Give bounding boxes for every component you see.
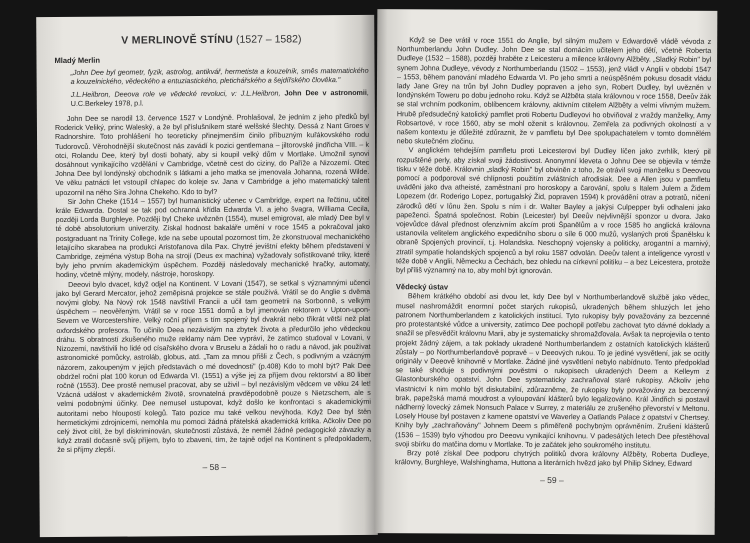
paragraph: Brzy poté získal Dee podporu chytrých politiků dvora královny Alžběty, Roberta Dudleye, královny, Burghleye, Walshinghama, Huttona a literárních hvězd jako byl Philip Sidney, Edward xyxy=(394,448,710,468)
epigraph-citation xyxy=(71,87,369,107)
section-heading: Vědecký ústav xyxy=(395,282,449,292)
chapter-title-text: V MERLINOVĚ STÍNU xyxy=(121,33,234,47)
page-number: – 58 – xyxy=(202,461,227,472)
citation-suffix: , U.C.Berkeley 1978, p.l. xyxy=(70,87,369,108)
paragraph: V anglickém tehdejším pamfletu proti Leicesterovi byl Dudley líčen jako zvrhlík, který pil rozpuštěné perly, aby získal svoji žádostivost. Anonymní kleveta o Johnu Dee se objevila v témže tisku v téže době. Královnin „sladký Robin" byl obviněn z toho, že otrávil svoji manželku s Deeovou pomocí a podporoval své chlípnosti použitím zvláštních afrodisiak. Dee a Allen jsou v pamfletu uváděni jako dva atheisté, zaměstnaní pro horoskopy a čarování, spolu s Italem Julem a Židem Lopezem (dr. Roderigo Lopez, portugalský Žid, popraven 1594) k provádění otrav a potratů, ničení zárodků dětí v lůnu žen. Spolu s ním i dr. Walter Bayley a jakýsi Culpepper byli odhaleni jako papeženci. Špatná společnost. Robin (Leicester) byl Deeův nejvlivnější sponzor u dvora. Jako vojevůdce dával přednost ofenzivním akcím proti Španělům a v roce 1585 ho anglická královna ustanovila velitelem anglického expedičního sboru o síle 6 000 mužů, vyslaných proti Španělsku k obraně Spojených provincií, t.j. Holandska. Neschopný vojensky a politicky, arogantní a marnivý, ztratil sympatie holandských spojenců a byl roku 1587 odvolán. Deeův talent a inteligence vyrostl v téže době v Anglii, Německu a Čechách, bez ohledu na církevní politiku – a bez Leicestera, protože byl příliš významný na to, aby mohl být ignorován. xyxy=(395,145,711,276)
right-page xyxy=(375,9,718,535)
chapter-years: (1527 – 1582) xyxy=(235,33,302,46)
paragraph: John Dee se narodil 13. července 1527 v Londýně. Prohlašoval, že jedním z jeho předků byl Roderick Veliký, princ Waleský, a že byl příslušníkem staré welšské šlechty. Dessá z Nant Groes v Radnorshire. Toto prohlášení ho teoreticky přinejmenším činilo příbuzným kuřákovského rodu Tudorovců. Věrohodnější skutečnost nás zavádí k pozici gentlemana – jiltorovské jindřicha VIII. – k otci, Rolandu Dee, který byl dosti bohatý, aby si koupil velký dům v Mortlake. Umožnil synovi dosáhnout vynikajícího vzdělání v Cambridge, včetně cest do ciziny, do Paříže a Nizozemí. Otec Johna Dee byl londýnský obchodník s látkami a jeho matka se jmenovala Johanna, rozená Wilde. Ve věku patnácti let vstoupil chlapec do koleje sv. Jana v Cambridge a jeho matematický talent upozornil na něho Sira Johna Chekeho. Kdo to byl? xyxy=(54,111,370,197)
page-number: – 59 – xyxy=(540,475,564,486)
left-page xyxy=(36,15,378,537)
paragraph: Sir John Cheke (1514 – 1557) byl humanistický učenec v Cambridge, expert na řečtinu, učitel krále Edwarda. Dostal se tak pod ochranná křídla Edwarda VI. a jeho švagra, Williama Cecila, později Lorda Burghleye. Později byl Cheke uvězněn (1554), musel emigrovat, ale mladý Dee byl v té době absolutorium univerzity. Získal hodnost bakaláře umění v roce 1545 a pokračoval jako postgraduant na Trinity College, kde na sebe upoutal pozornost tím, že zkonstruoval mechanického letajícího skarabea na produkci Aristofanova díla Pax. Chytré jevištní efekty během představení v Cambridge, zejména výstup Boha na strojí (Deus ex machina) vyžadovaly sofistikované triky, které byly jeho prvním akademickým úspěchem. Později následovaly mechanické hračky, automaty, hodiny, včetně mlýny, modely, nástroje, horoskopy. xyxy=(55,194,370,280)
epigraph-quote: „John Dee byl geometr, fyzik, astrolog, antikvář, hermetista a kouzelník, směs matematického a kouzelnického, vědeckého a entuziastického, pletichářského a šejdířského člověka." xyxy=(70,66,369,87)
left-page-column xyxy=(54,33,371,474)
section-heading: Mladý Merlin xyxy=(54,55,100,66)
paragraph: Když se Dee vrátil v roce 1551 do Anglie, byl silným mužem v Edwardově vládě vévoda z Northumberlandu John Dudley. John Dee se stal domácím učitelem jeho dětí, včetně Roberta Dudleye (1532 – 1588), později hraběte z Leicesteru a milence královny Alžběty. „Sladký Robin" byl synem Johna Dudleye, vévody z Northumberlandu (1502 – 1553), jenž vládl v Anglii v období 1547 – 1553, během panování mladého Edwarda VI. Po jeho smrti a neúspěšném pokusu dosadit vládu lady Jane Grey na trůn byl John Dudley popraven a jeho syn, Robert Dudley, byl uvězněn v londýnském Toweru po dobu jednoho roku. Když se Alžběta stala královnou v roce 1558, Deeův žák se stal vrchním podkoním, oblíbencem královny, aktivním ctitelem Alžběty a velmi vlivným mužem. Hrubě předsudečný katolický pamflet proti Robertu Dudleyovi ho obviňoval z vraždy manželky, Amy Robsartové, v roce 1560, aby se mohl oženit s královnou. Zemřela za podivných okolností a v našem kontextu je důležité zdůraznit, že v pamfletu byl Dee spolupachatelem v tomto domnělém nebo skutečném zločinu. xyxy=(396,35,712,146)
right-page-body xyxy=(395,35,711,468)
left-page-body xyxy=(54,54,371,455)
paragraph: Během krátkého období asi dvou let, kdy Dee byl v Northumberlandově službě jako vědec, musel nashromáždit enormní počet starých rukopisů, ukradených během shluzých let jeho patronem Northumberlandem z katolických institucí. Tyto rukopisy byly považovány za bezcenné pro protestantské vůdce a university, zatímco Dee pochopil potřebu zachovat tyto dávné doklady a snažil se přesvědčit královnu Marii, aby je systematicky shromažďovala. Avšak ta neprojevila o tento projekt žádný zájem, a tak poklady ukradené Northumberlandem z ostatních katolických klášterů zůstaly – po Northumberlandově popravě – v Deeových rukou. To je jediné vysvětlení, jak se ocitly originály v Deeově knihovně v Mortlake. Žádné jiné vysvětlení nebylo nabídnuto. Tento předpoklad se také shoduje s podivnými pověstmi o rukopisech ukradených Deem a Kelleym z Glastonburského opatství. John Dee systematicky zachraňoval staré rukopisy. Ačkoliv jeho vlastnictví k nim mohlo být diskutabilní, zdůrazněme, že rukopisy byly považovány za bezcenný brak, papežská mamá moudrost a vyloupování klášterů bylo legalizováno. Král Jindřich si postavil nádherný lovecký zámek Nonsuch Palace v Surrey, z materiálu ze zrušeného převorství v Meltonu. Losely House byl postaven z kamene opatství ve Waverley a Oatlands Palace z opatství v Chertsey. Knihy byly „zachraňovány" Johnem Deem s přiměřeně pochybným oprávněním. Zrušení klášterů (1536 – 1539) bylo výhodou pro Deeovu vynikající knihovnu. V padesátých letech Dee přestěhoval svoji sbírku do matčina domu v Mortlake. To je začátek jeho soukromého institutu. xyxy=(395,291,710,450)
right-page-column xyxy=(395,35,711,487)
paragraph: Deeovi bylo dvacet, když odjel na Kontinent. V Lovani (1547), se setkal s významnými učenci jako byl Gerard Mercator, jehož zeměpisná projekce se stále používá. Vrátil se do Anglie s dvěma novými globy. Na Nový rok 1548 navštívil Francii a učil tam geometrii na Sorbonně, s velkým úspěchem – neověřeným. Vrátil se v roce 1551 domů a byl jmenován rektorem v Upton-upon-Severn ve Worcestershire. Velký roční příjem s tím spojený byl dvakrát nebo třikrát větší než plat oxfordského profesora. To učinilo Deea nezávislým na zbytek života a předurčilo jeho vědeckou dráhu. S obratností zkušeného muže reklamy nám Dee vypráví, že zatímco studoval v Lovani, v Nizozemí, navštívili ho lidé od císařského dvora v Bruselu a žádali ho o radu a návod, jak používat astronomické pomůcky, astroláb, globus, atd. „Tam za mnou přišli z Čech, s podivným a vzácným názorem, zakoupeným v jejich představách o mé dovednosti" (p.408) Kdo to mohl být? Pak Dee obdržel roční plat 100 korun od Edwarda VI. (1551) a výše jej za příjem dvou rektorství a 80 liber ročně (1553). Dee prostě nemusel pracovat, aby se uživil – byl nezávislým vědcem ve věku 24 let! Vzácná událost v akademickém životě, srovnatelná pravděpodobně pouze s Nietzschem, ale s velmi podobnými účinky. Dee nemusel ustupovat, když došlo ke konfrontaci s akademickými autoritami nebo hloupostí kolegů. Tato pozice mu také velkou nevýhoda. Když Dee byl štěn hermetickými zdrojnicemi, nemohla mu pomoci žádná přátelská akademická kritika. Ačkoliv Dee po celý život cítil, že byl diskriminován, skutečností zůstává, že neměl žádné pedagogické závazky a když ztratil dočasně svůj příjem, bylo to zbaveni, tím, že tajně odjel na Kontinent s předpokladem, že si příjmy zlepší. xyxy=(56,277,372,455)
chapter-title xyxy=(54,33,368,48)
citation-prefix: J.L.Heilbron, Deeova role ve vědecké revoluci, v: J.L.Heilbron, xyxy=(70,88,285,99)
citation-title: John Dee v astronomii xyxy=(284,87,367,98)
